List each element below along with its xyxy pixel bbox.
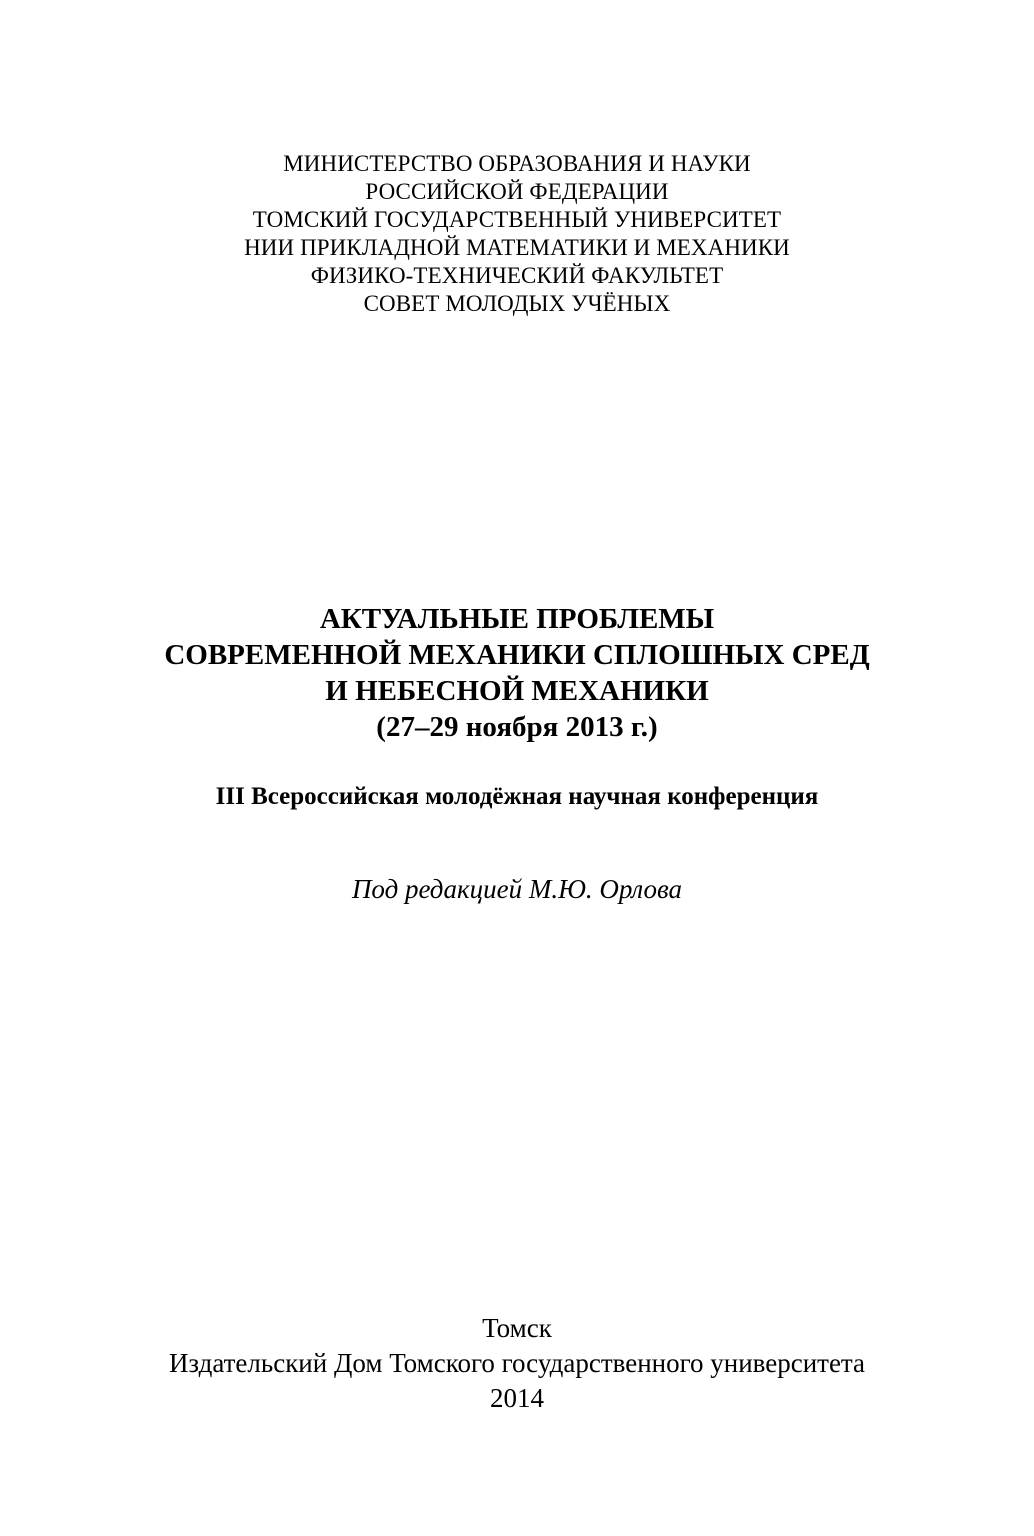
conference-subtitle: III Всероссийская молодёжная научная конференция [215, 783, 819, 810]
editor-credit: Под редакцией М.Ю. Орлова [351, 874, 683, 904]
title-line-1: АКТУАЛЬНЫЕ ПРОБЛЕМЫ [319, 603, 715, 635]
publisher-name: Издательский Дом Томского государственного университета [168, 1348, 866, 1378]
title-dates: (27–29 ноября 2013 г.) [376, 711, 658, 743]
publication-footer [0, 1311, 1034, 1416]
publication-year: 2014 [490, 1383, 544, 1413]
header-line-university: ТОМСКИЙ ГОСУДАРСТВЕННЫЙ УНИВЕРСИТЕТ [252, 207, 782, 232]
header-line-ministry: МИНИСТЕРСТВО ОБРАЗОВАНИЯ И НАУКИ [283, 151, 751, 176]
header-line-institute: НИИ ПРИКЛАДНОЙ МАТЕМАТИКИ И МЕХАНИКИ [244, 235, 790, 260]
book-title [0, 601, 1034, 745]
header-line-faculty: ФИЗИКО-ТЕХНИЧЕСКИЙ ФАКУЛЬТЕТ [310, 263, 724, 288]
header-line-federation: РОССИЙСКОЙ ФЕДЕРАЦИИ [365, 179, 669, 204]
title-line-2: СОВРЕМЕННОЙ МЕХАНИКИ СПЛОШНЫХ СРЕД [164, 639, 870, 671]
institution-header [0, 150, 1034, 318]
header-line-council: СОВЕТ МОЛОДЫХ УЧЁНЫХ [363, 291, 671, 316]
title-line-3: И НЕБЕСНОЙ МЕХАНИКИ [325, 675, 709, 707]
publication-city: Томск [482, 1313, 552, 1343]
